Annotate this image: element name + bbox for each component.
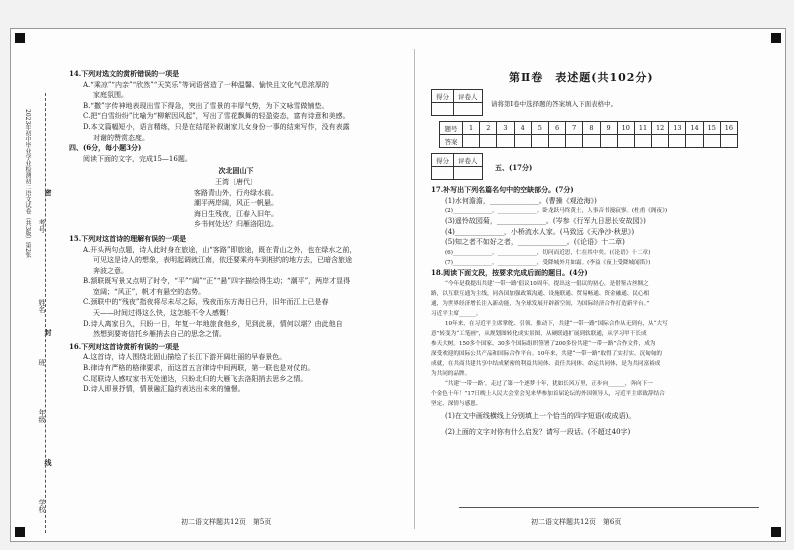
left-column	[69, 69, 403, 395]
grid-number: 11	[634, 122, 651, 135]
q17-fill-7: (7)______________，______________，受降城外月如霜。(李益《夜上受降城闻笛》)	[445, 259, 651, 266]
score-label: 得分	[432, 154, 454, 167]
q18-paragraph: 10年来，在习近平主席掌舵、引领、推动下，共建“一带一路”国际合作从无到有，从“大写	[445, 320, 668, 327]
answer-cell[interactable]	[531, 135, 548, 148]
answer-cell[interactable]	[669, 135, 686, 148]
answer-cell[interactable]	[686, 135, 703, 148]
grid-number: 6	[548, 122, 565, 135]
label-kaohao: 考号	[38, 219, 46, 233]
q15-option-d: D.诗人离家日久，只盼一日，年复一年地旅食他乡，见到此景，情何以堪？由此他自	[83, 319, 343, 328]
grid-number: 14	[686, 122, 703, 135]
q18-sub1: (1)在文中画线横线上分别填上一个恰当的四字短语(或成语)。	[445, 411, 636, 420]
answer-cell[interactable]	[652, 135, 669, 148]
score-box-1	[431, 89, 483, 116]
grid-number: 13	[669, 122, 686, 135]
reading-instruction: 阅读下面的文字，完成15—16题。	[83, 154, 192, 163]
q18-paragraph: 参天大树。150多个国家、30多个国际组织签署了200多份共建“一带一路”合作文件，成为	[431, 340, 656, 347]
answer-cell[interactable]	[497, 135, 514, 148]
answer-cell[interactable]	[617, 135, 634, 148]
right-page-footer: 初二语文样题共12页 第6页	[531, 518, 622, 526]
q17-fill-2: (2)______________，______________。卧龙跃马终黄土，人事音书漫寂寥。(杜甫《阁夜》)	[445, 208, 668, 215]
q18-paragraph: 成就，在共商共建共享中结成紧密的利益共同体、责任共同体、命运共同体，是为共同富裕成	[431, 360, 661, 367]
binding-strip	[23, 89, 51, 529]
q16-option-c: C.尾联诗人感叹家书无处递达，只盼北归的大雁飞去洛阳捎去思乡之情。	[83, 374, 308, 383]
grader-label: 评卷人	[454, 154, 483, 167]
answer-cell[interactable]	[566, 135, 583, 148]
grid-number: 9	[600, 122, 617, 135]
q14-option-c: C.把“白雪纷纷”比喻为“柳絮因风起”，写出了雪花飘舞的轻盈姿态，富有诗意和美感。	[83, 112, 350, 121]
section-four-heading: 四、(6分，每小题3分)	[69, 143, 142, 153]
q18-paragraph: 深受欢迎的国际公共产品和国际合作平台。10年来，共建“一带一路”取得了实打实、沉甸甸的	[431, 350, 662, 357]
q15-option-a-cont: 可见这是诗人的想象，表明起调就江南，依还要乘舟车到相约的地方去，已暗含旅途	[93, 256, 352, 265]
poem-line: 潮平两岸阔，风正一帆悬。	[194, 199, 278, 208]
q15-stem: 15.下列对这首诗的理解有误的一项是	[69, 233, 187, 243]
score-cell[interactable]	[432, 103, 454, 116]
exam-sheet	[10, 28, 786, 542]
q15-option-c: C.颈联中的“残夜”指夜将尽未尽之际，残夜而东方海日已升，旧年而江上已是春	[83, 298, 329, 307]
binding-title: 2023年初中毕业学业检测初二语文试卷（共3版）第2张	[24, 109, 31, 258]
grid-number: 5	[531, 122, 548, 135]
q15-option-b: B.颔联既写景又点明了时令，“平”“阔”“正”“悬”四字描绘得生动；“潮平”，两岸才显得	[83, 277, 351, 286]
label-xuexiao: 学校	[38, 499, 46, 513]
q14-stem: 14.下列对选文的赏析错误的一项是	[69, 69, 180, 78]
poem-title: 次北固山下	[218, 166, 254, 176]
grid-number: 10	[617, 122, 634, 135]
poem-line: 客路青山外，行舟绿水前。	[194, 188, 278, 197]
page-divider	[414, 49, 415, 529]
answer-cell[interactable]	[720, 135, 737, 148]
grid-number: 2	[480, 122, 497, 135]
section-ii-title: 第Ⅱ卷 表述题(共102分)	[509, 71, 654, 84]
q18-sub2: (2)上面的文字对你有什么启发？请写一段话。(不超过40字)	[445, 428, 631, 437]
section-five-heading: 五、(17分)	[495, 163, 533, 172]
answer-cell[interactable]	[480, 135, 497, 148]
answer-cell[interactable]	[600, 135, 617, 148]
grid-number: 4	[514, 122, 531, 135]
q16-stem: 16.下列对这首诗赏析有误的一项是	[69, 341, 180, 351]
answer-cell[interactable]	[463, 135, 480, 148]
q16-option-b: B.律诗有严格的格律要求，而这首五言律诗中间两联，第一联也是对仗的。	[83, 364, 315, 373]
q15-option-d-cont: 然想到要寄信托乡雁捎去自己的思念之情。	[93, 330, 226, 339]
q18-paragraph: 通，为世界经济增长注入新动能，为全球发展开辟新空间，为国际经济合作打造新平台。”	[431, 300, 650, 307]
q18-paragraph: 意”转变为“工笔画”，从规划图转化成实景图，从硬联通扩展到软联通，从学习甲干长成	[431, 330, 647, 337]
score-label: 得分	[432, 90, 454, 103]
binding-dashed-line	[45, 93, 46, 533]
right-column	[431, 185, 775, 438]
q17-fill-6: (6)______________，______________，切问而近思，仁在其中矣。(《论语》十二章)	[445, 249, 651, 256]
q17-fill-4: (4)______________，小桥流水人家。(马致远《天净沙·秋思》)	[445, 227, 635, 236]
grid-number: 12	[652, 122, 669, 135]
score-cell[interactable]	[432, 167, 454, 180]
q17-fill-1: (1)水何澹澹，______________。(曹操《观沧海》)	[445, 196, 597, 205]
answer-cell[interactable]	[634, 135, 651, 148]
q14-option-a-cont: 家庭氛围。	[93, 91, 128, 100]
grid-number: 3	[497, 122, 514, 135]
q16-option-d: D.诗人即景抒情，情景融汇隐约表达出未来的憧憬。	[83, 385, 245, 394]
q18-paragraph: 坚定、深情与感恩。	[431, 400, 482, 407]
grid-number: 16	[720, 122, 737, 135]
grid-instruction: 请将第Ⅰ卷中选择题的答案填入下面表格中。	[491, 100, 618, 108]
q15-option-a: A.开头两句点题，诗人此时身在旅途，山“客路”即旅途，既在青山之外，也在绿水之前，	[83, 245, 357, 254]
poem-line: 乡书何处达？归雁洛阳边。	[194, 220, 278, 229]
registration-mark-top-left	[15, 33, 25, 43]
label-ban: 班	[38, 359, 46, 366]
answer-cell[interactable]	[548, 135, 565, 148]
seal-mi: 密	[44, 189, 53, 196]
seal-feng: 封	[44, 329, 53, 336]
registration-mark-top-right	[771, 33, 781, 43]
q17-fill-5: (5)知之者不如好之者，______________。(《论语》十二章)	[445, 238, 625, 247]
registration-mark-bottom-right	[771, 527, 781, 537]
answer-cell[interactable]	[703, 135, 720, 148]
q15-option-a-cont: 奔波之意。	[93, 266, 128, 275]
answer-line[interactable]	[459, 507, 759, 508]
q18-paragraph: “今年是我提出共建‘一带一路’倡议10周年。提出这一倡议的初心，是借鉴古丝绸之	[445, 280, 649, 287]
q17-fill-3: (3)遥怜故园菊，______________。(岑参《行军九日思长安故园》)	[445, 217, 646, 226]
poem-line: 海日生残夜，江春入旧年。	[194, 209, 278, 218]
q16-option-a: A.这首诗，诗人围绕北固山描绘了长江下游开阔壮丽的早春景色。	[83, 353, 287, 362]
answer-grid	[439, 121, 738, 148]
q18-paragraph: 个金色十年！”17日晚上人民大会堂会见来华参加首届论坛的外国领导人，习近平主席致辞结合	[431, 390, 665, 397]
grid-header-label: 题号	[440, 122, 463, 135]
q18-paragraph: 为共同的品牌。	[431, 370, 471, 377]
grid-number: 1	[463, 122, 480, 135]
grid-answer-label: 答案	[440, 135, 463, 148]
poem-author: 王湾〔唐代〕	[215, 177, 257, 186]
grader-label: 评卷人	[454, 90, 483, 103]
grid-number: 15	[703, 122, 720, 135]
q17-stem: 17.补写出下列名篇名句中的空缺部分。(7分)	[431, 185, 574, 194]
q14-option-d-cont: 对谢的赞赏态度。	[93, 133, 149, 142]
grader-cell[interactable]	[454, 103, 483, 116]
q18-paragraph: “共建‘一带一路’，走过了第一个逐梦十年，犹如长风万里，正步向______，奔向下一	[445, 380, 653, 387]
answer-cell[interactable]	[583, 135, 600, 148]
q14-option-b: B.“撒”字传神地表现出雪下得急，突出了雪景的丰厚气势，为下文咏雪做铺垫。	[83, 101, 329, 110]
answer-cell[interactable]	[514, 135, 531, 148]
q15-option-c-cont: 天——时间过得这么快，这怎能不令人感慨！	[93, 309, 233, 318]
q14-option-a: A.“乘凉”“内亲”“欣然”“天笑乐”等词语营造了一种温馨、愉快且文化气息浓厚的	[83, 80, 329, 89]
label-xingming: 姓名	[38, 299, 46, 313]
seal-xian: 线	[44, 459, 53, 466]
grader-cell[interactable]	[454, 167, 483, 180]
q18-paragraph: 习近平主席______。	[431, 310, 482, 317]
q18-stem: 18.阅读下面文段，按要求完成后面的题目。(4分)	[431, 267, 588, 277]
score-box-2	[431, 153, 483, 180]
left-page-footer: 初二语文样题共12页 第5页	[181, 518, 272, 526]
q18-paragraph: 路，以互联互通为主线，同各国加强政策沟通、设施联通、贸易畅通、资金融通、民心相	[431, 290, 650, 297]
q15-option-b-cont: 宽阔；“风正”，帆才有悬空的态势。	[93, 287, 206, 296]
grid-number: 8	[583, 122, 600, 135]
grid-number: 7	[566, 122, 583, 135]
q14-option-d: D.本文篇幅短小，语言精练，只是在结尾补叙谢家儿女身份一事的结束写作，没有表露	[83, 122, 350, 131]
label-nianji: 年级	[38, 409, 46, 423]
